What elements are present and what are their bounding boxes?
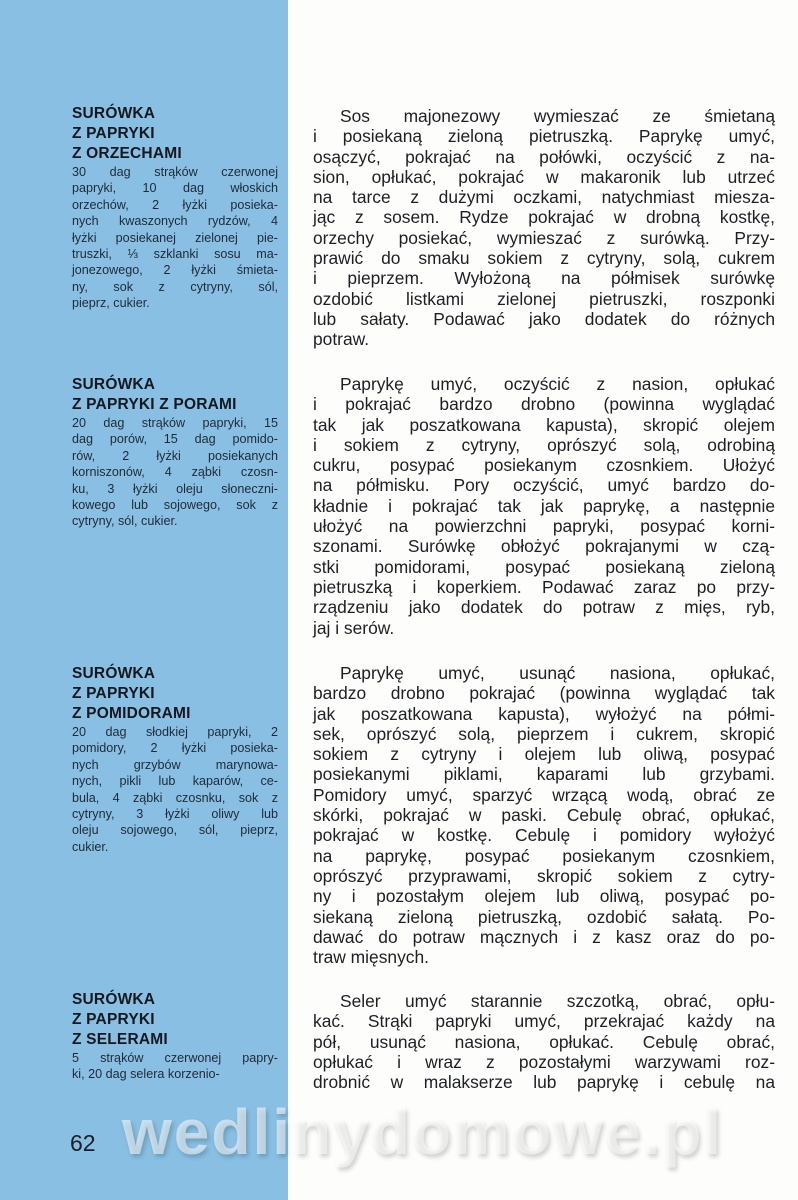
paragraph-line: posiekanymi piklami, kaparami lub grzybami. — [313, 764, 775, 785]
paragraph-line: dawać do potraw mącznych i z kasz oraz do po- — [313, 926, 775, 947]
paragraph-line: Paprykę umyć, usunąć nasiona, opłukać, — [340, 663, 775, 683]
paragraph-line: pietruszką i koperkiem. Podawać zaraz po przy- — [313, 576, 775, 597]
recipe-block — [72, 990, 278, 1083]
paragraph-line: kać. Strąki papryki umyć, przekrajać każdy na — [313, 1011, 775, 1032]
paragraph-line: Pomidory umyć, sparzyć wrzącą wodą, obrać ze — [313, 784, 775, 805]
paragraph-line: Seler umyć starannie szczotką, obrać, opłu- — [340, 991, 775, 1011]
ingredients-list — [72, 415, 278, 530]
paragraph-line: jąc z sosem. Rydze pokrajać w drobną kostkę, — [313, 207, 775, 228]
paragraph-line: orzechy posiekać, wymieszać z surówką. Przy- — [313, 227, 775, 248]
ingredients-line: 30 dag strąków czerwonej — [72, 165, 278, 179]
recipe-title-line: Z PAPRYKI — [72, 685, 155, 702]
ingredients-line: 20 dag strąków papryki, 15 — [72, 416, 278, 430]
paragraph-line: i posiekaną zieloną pietruszką. Paprykę umyć, — [313, 126, 775, 147]
ingredients-line: cytryny, sól, cukier. — [72, 514, 178, 529]
paragraph-line: potraw. — [313, 329, 370, 350]
paragraph-line: prawić do smaku sokiem z cytryny, solą, cukrem — [313, 248, 775, 269]
paragraph-line: skórki, pokrajać w paski. Cebulę obrać, opłukać, — [313, 805, 775, 826]
ingredients-line: orzechów, 2 łyżki posieka- — [72, 197, 278, 212]
recipe-title-line: SURÓWKA — [72, 105, 156, 122]
paragraph-line: sokiem z cytryny i olejem lub oliwą, posypać — [313, 744, 775, 765]
ingredients-line: łyżki posiekanej zielonej pie- — [72, 230, 278, 245]
ingredients-line: 20 dag słodkiej papryki, 2 — [72, 725, 278, 739]
ingredients-list — [72, 1050, 278, 1083]
ingredients-line: 5 strąków czerwonej papry- — [72, 1051, 278, 1065]
ingredients-line: nych, pikli lub kaparów, ce- — [72, 774, 278, 789]
recipe-title — [72, 104, 278, 164]
paragraph-line: jak poszatkowana kapusta), wyłożyć na półmi- — [313, 703, 775, 724]
recipe-title-line: Z POMIDORAMI — [72, 705, 191, 722]
paragraph-line: ułożyć na powierzchni papryki, posypać korni- — [313, 516, 775, 537]
recipe-title — [72, 990, 278, 1050]
instructions-paragraph — [313, 991, 775, 1092]
paragraph-line: sion, opłukać, pokrajać w makaronik lub utrzeć — [313, 166, 775, 187]
recipe-title-line: Z PAPRYKI — [72, 1011, 155, 1028]
instructions-paragraph — [313, 374, 775, 638]
paragraph-line: rządzeniu jako dodatek do potraw z mięs, ryb, — [313, 597, 775, 618]
paragraph-line: sek, oprószyć solą, pieprzem i cukrem, skropić — [313, 723, 775, 744]
paragraph-line: siekaną zieloną pietruszką, ozdobić sałatą. Po- — [313, 906, 775, 927]
page-number: 62 — [70, 1130, 96, 1156]
paragraph-line: oprószyć przyprawami, skropić sokiem z cytry- — [313, 865, 775, 886]
recipe-block — [72, 104, 278, 312]
ingredients-line: nych kwaszonych rydzów, 4 — [72, 214, 278, 229]
paragraph-line: tak jak poszatkowana kapusta), skropić olejem — [313, 414, 775, 435]
paragraph-line: lub sałaty. Podawać jako dodatek do różnych — [313, 308, 775, 329]
ingredients-line: papryki, 10 dag włoskich — [72, 181, 278, 196]
paragraph-line: kładnie i pokrajać tak jak paprykę, a następnie — [313, 495, 775, 516]
paragraph-line: ny i pozostałym olejem lub oliwą, posypać po- — [313, 886, 775, 907]
ingredients-line: jonezowego, 2 łyżki śmieta- — [72, 263, 278, 278]
paragraph-line: ozdobić listkami zielonej pietruszki, roszponki — [313, 288, 775, 309]
recipe-title-line: Z ORZECHAMI — [72, 145, 182, 162]
recipe-title — [72, 375, 278, 415]
recipe-title — [72, 664, 278, 724]
recipe-block — [72, 664, 278, 855]
paragraph-line: cukru, posypać posiekanym czosnkiem. Ułożyć — [313, 455, 775, 476]
ingredients-line: rów, 2 łyżki posiekanych — [72, 448, 278, 463]
paragraph-line: Sos majonezowy wymieszać ze śmietaną — [340, 106, 775, 126]
ingredients-line: cytryny, 3 łyżki oliwy lub — [72, 807, 278, 822]
paragraph-line: na paprykę, posypać posiekanym czosnkiem, — [313, 845, 775, 866]
ingredients-line: oleju sojowego, sól, pieprz, — [72, 823, 278, 838]
paragraph-line: pół, usunąć nasiona, opłukać. Cebulę obrać, — [313, 1031, 775, 1052]
paragraph-line: osączyć, pokrajać na połówki, oczyścić z na- — [313, 146, 775, 167]
ingredients-line: pomidory, 2 łyżki posieka- — [72, 741, 278, 756]
recipe-title-line: Z PAPRYKI Z PORAMI — [72, 396, 237, 413]
paragraph-line: drobnić w malakserze lub paprykę i cebulę na — [313, 1072, 775, 1093]
paragraph-line: pokrajać w kostkę. Cebulę i pomidory wyłożyć — [313, 825, 775, 846]
ingredients-line: ku, 3 łyżki oleju słoneczni- — [72, 481, 278, 496]
ingredients-line: kowego lub sojowego, sok z — [72, 498, 278, 513]
paragraph-line: i pokrajać bardzo drobno (powinna wyglądać — [313, 394, 775, 415]
ingredients-line: pieprz, cukier. — [72, 296, 150, 311]
paragraph-line: szonami. Surówkę obłożyć pokrajanymi w czą- — [313, 536, 775, 557]
paragraph-line: na tarce z dużymi oczkami, natychmiast miesza- — [313, 187, 775, 208]
ingredients-line: dag porów, 15 dag pomido- — [72, 432, 278, 447]
recipe-title-line: SURÓWKA — [72, 991, 156, 1008]
paragraph-line: stki pomidorami, posypać posiekaną zieloną — [313, 556, 775, 577]
watermark: wedlinydomowe.pl — [122, 1096, 723, 1168]
ingredients-list — [72, 164, 278, 312]
ingredients-list — [72, 724, 278, 855]
ingredients-line: bula, 4 ząbki czosnku, sok z — [72, 790, 278, 805]
ingredients-line: cukier. — [72, 839, 109, 854]
recipe-block — [72, 375, 278, 530]
ingredients-line: nych grzybów marynowa- — [72, 757, 278, 772]
paragraph-line: bardzo drobno pokrajać (powinna wyglądać tak — [313, 683, 775, 704]
paragraph-line: i pieprzem. Wyłożoną na półmisek surówkę — [313, 268, 775, 289]
instructions-paragraph — [313, 663, 775, 967]
recipe-title-line: Z SELERAMI — [72, 1031, 168, 1048]
paragraph-line: na półmisku. Pory oczyścić, umyć bardzo do- — [313, 475, 775, 496]
paragraph-line: Paprykę umyć, oczyścić z nasion, opłukać — [340, 374, 775, 394]
ingredients-line: truszki, ⅓ szklanki sosu ma- — [72, 247, 278, 262]
paragraph-line: i sokiem z cytryny, oprószyć solą, odrobiną — [313, 434, 775, 455]
recipe-title-line: SURÓWKA — [72, 376, 156, 393]
instructions-paragraph — [313, 106, 775, 350]
paragraph-line: opłukać i wraz z pozostałymi warzywami roz- — [313, 1051, 775, 1072]
ingredients-line: ki, 20 dag selera korzenio- — [72, 1067, 220, 1082]
ingredients-line: ny, sok z cytryny, sól, — [72, 279, 278, 294]
paragraph-line: traw mięsnych. — [313, 947, 429, 968]
ingredients-line: korniszonów, 4 ząbki czosn- — [72, 465, 278, 480]
paragraph-line: jaj i serów. — [313, 617, 395, 638]
recipe-title-line: Z PAPRYKI — [72, 125, 155, 142]
recipe-title-line: SURÓWKA — [72, 665, 156, 682]
